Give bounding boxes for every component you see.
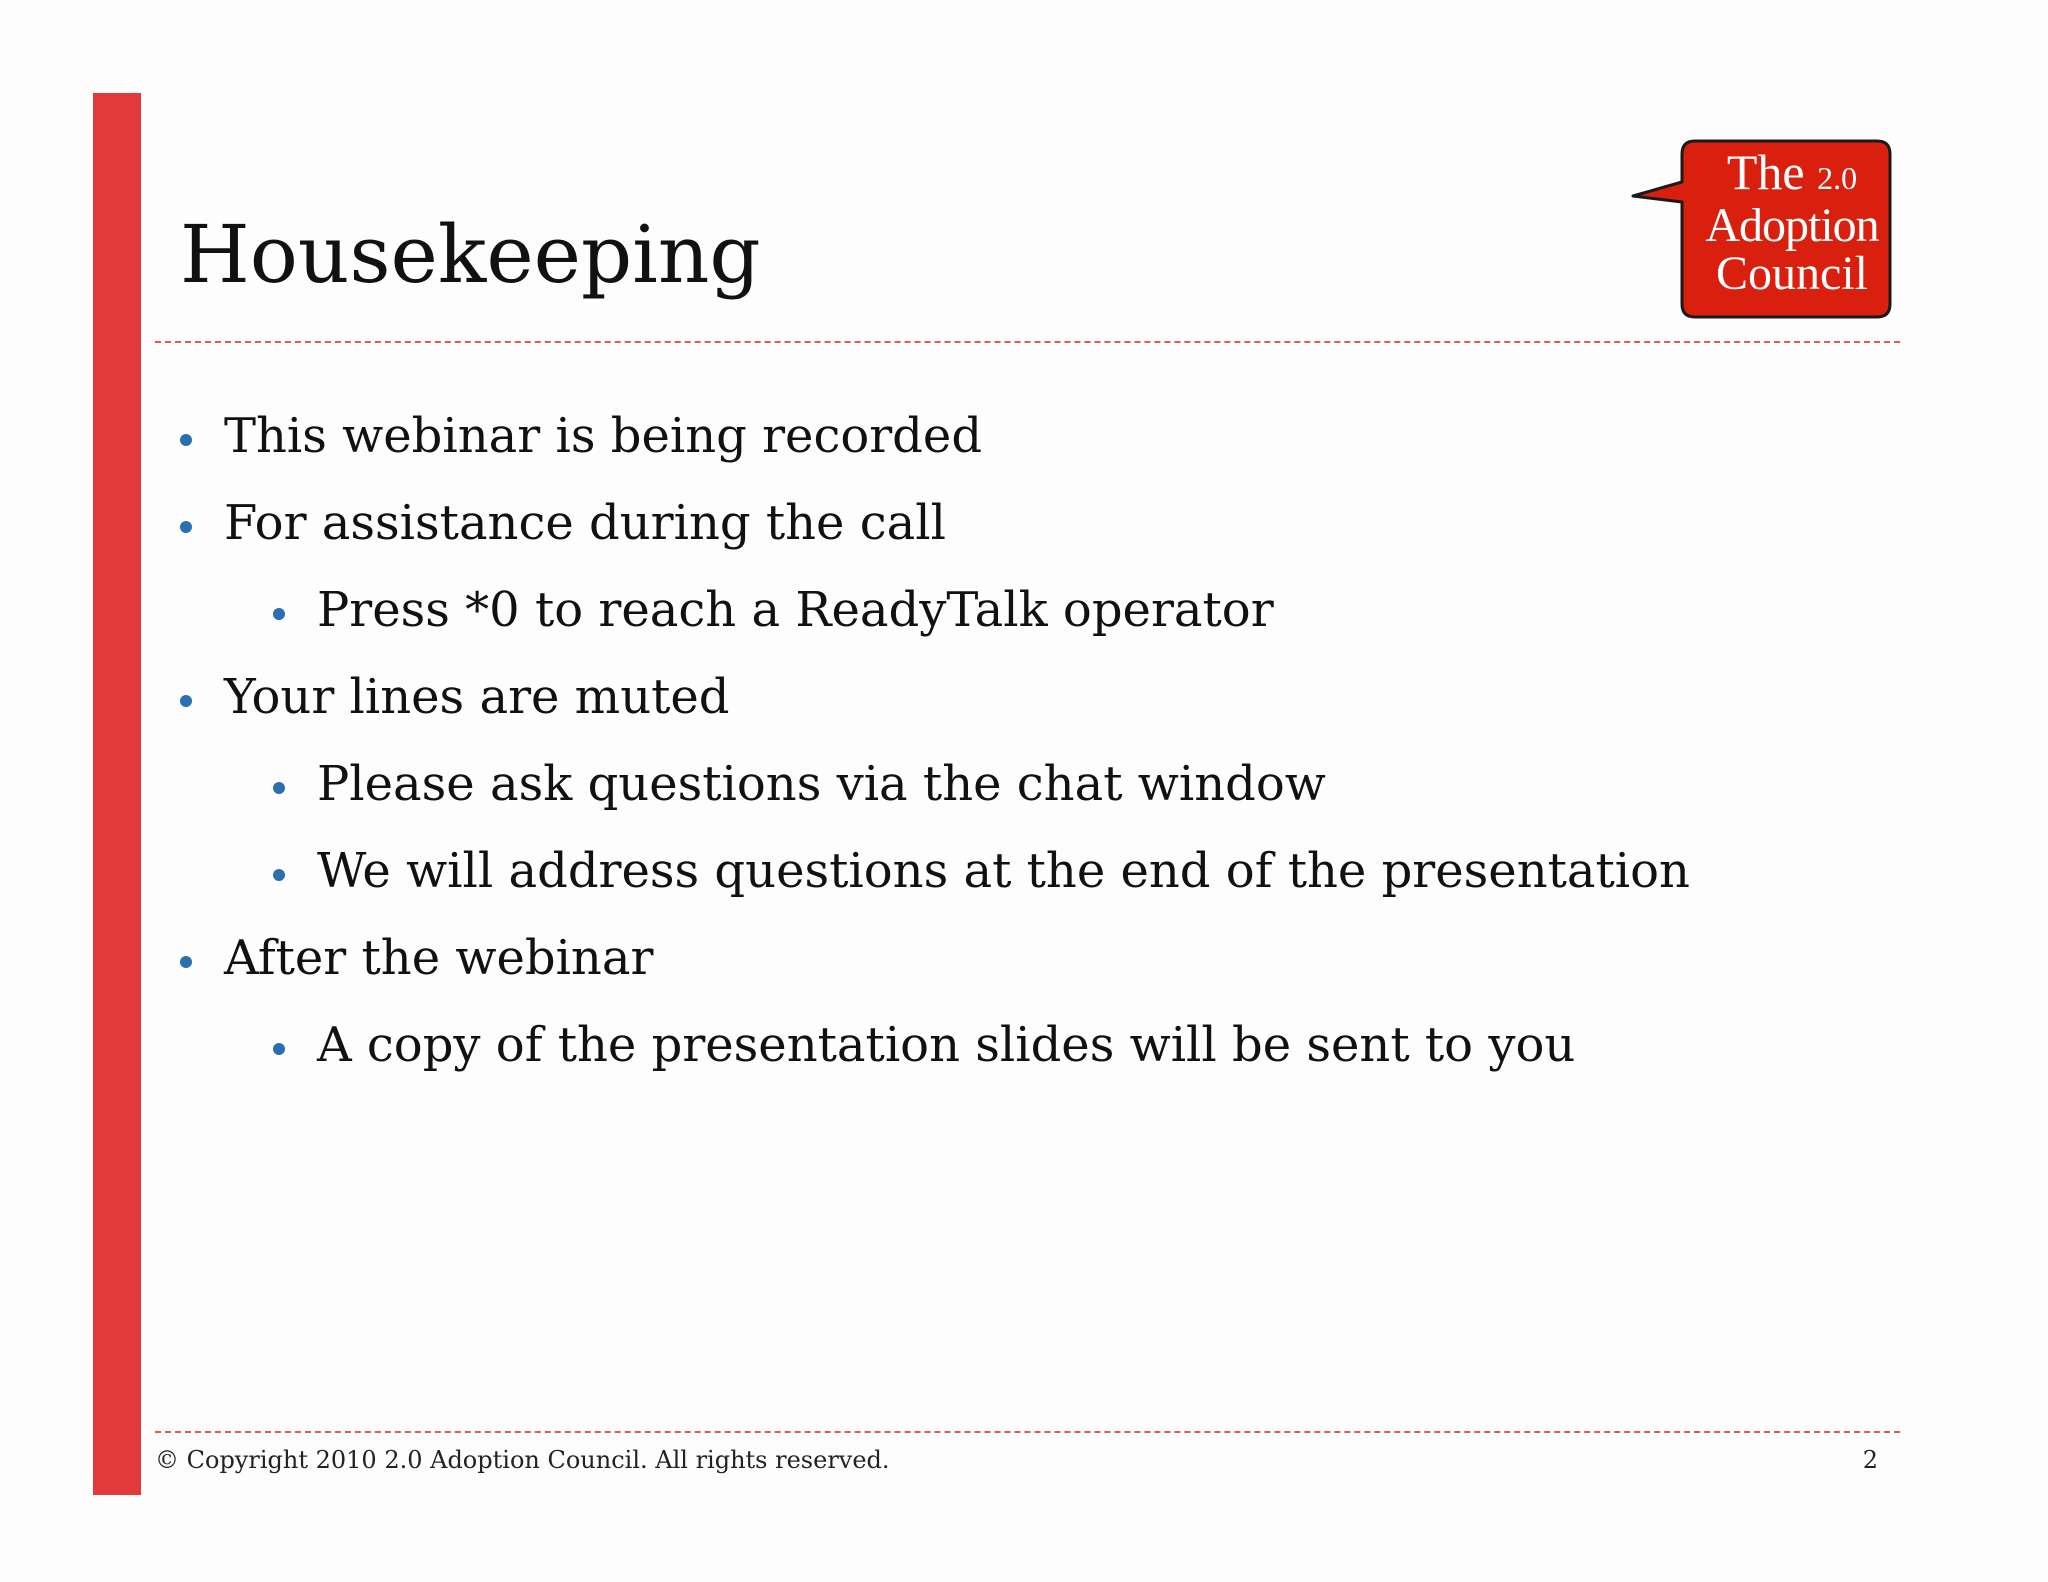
bullet-text: For assistance during the call [224,495,946,551]
bullet-dot-icon [273,869,285,881]
logo-the: The [1726,144,1805,200]
sub-bullet-item [180,1014,1880,1101]
bullet-text: A copy of the presentation slides will be sent to you [317,1017,1576,1073]
bullet-item [180,927,1880,1014]
bullet-item [180,666,1880,753]
sub-bullet-item [180,840,1880,927]
bullet-text: Please ask questions via the chat window [317,756,1326,812]
page-number: 2 [1862,1446,1878,1474]
logo-version: 2.0 [1817,160,1858,196]
bullet-dot-icon [180,695,192,707]
adoption-council-logo [1630,138,1895,320]
bullet-text: Press *0 to reach a ReadyTalk operator [317,582,1274,638]
bullet-dot-icon [180,956,192,968]
bullet-dot-icon [273,782,285,794]
logo-adoption: Adoption [1705,199,1879,252]
logo-text [1692,144,1892,300]
bullet-list [180,405,1880,1101]
bullet-text: Your lines are muted [224,669,730,725]
logo-council: Council [1716,247,1868,300]
bullet-text: We will address questions at the end of the presentation [317,843,1690,899]
sub-bullet-item [180,579,1880,666]
slide-title: Housekeeping [180,208,761,301]
copyright-notice: © Copyright 2010 2.0 Adoption Council. All rights reserved. [155,1446,890,1474]
bullet-dot-icon [273,608,285,620]
bullet-text: After the webinar [224,930,654,986]
footer-divider [155,1431,1900,1433]
sub-bullet-item [180,753,1880,840]
header-divider [155,341,1900,343]
bullet-dot-icon [273,1043,285,1055]
bullet-dot-icon [180,434,192,446]
bullet-item [180,405,1880,492]
bullet-dot-icon [180,521,192,533]
bullet-item [180,492,1880,579]
accent-bar [93,93,141,1495]
bullet-text: This webinar is being recorded [224,408,983,464]
